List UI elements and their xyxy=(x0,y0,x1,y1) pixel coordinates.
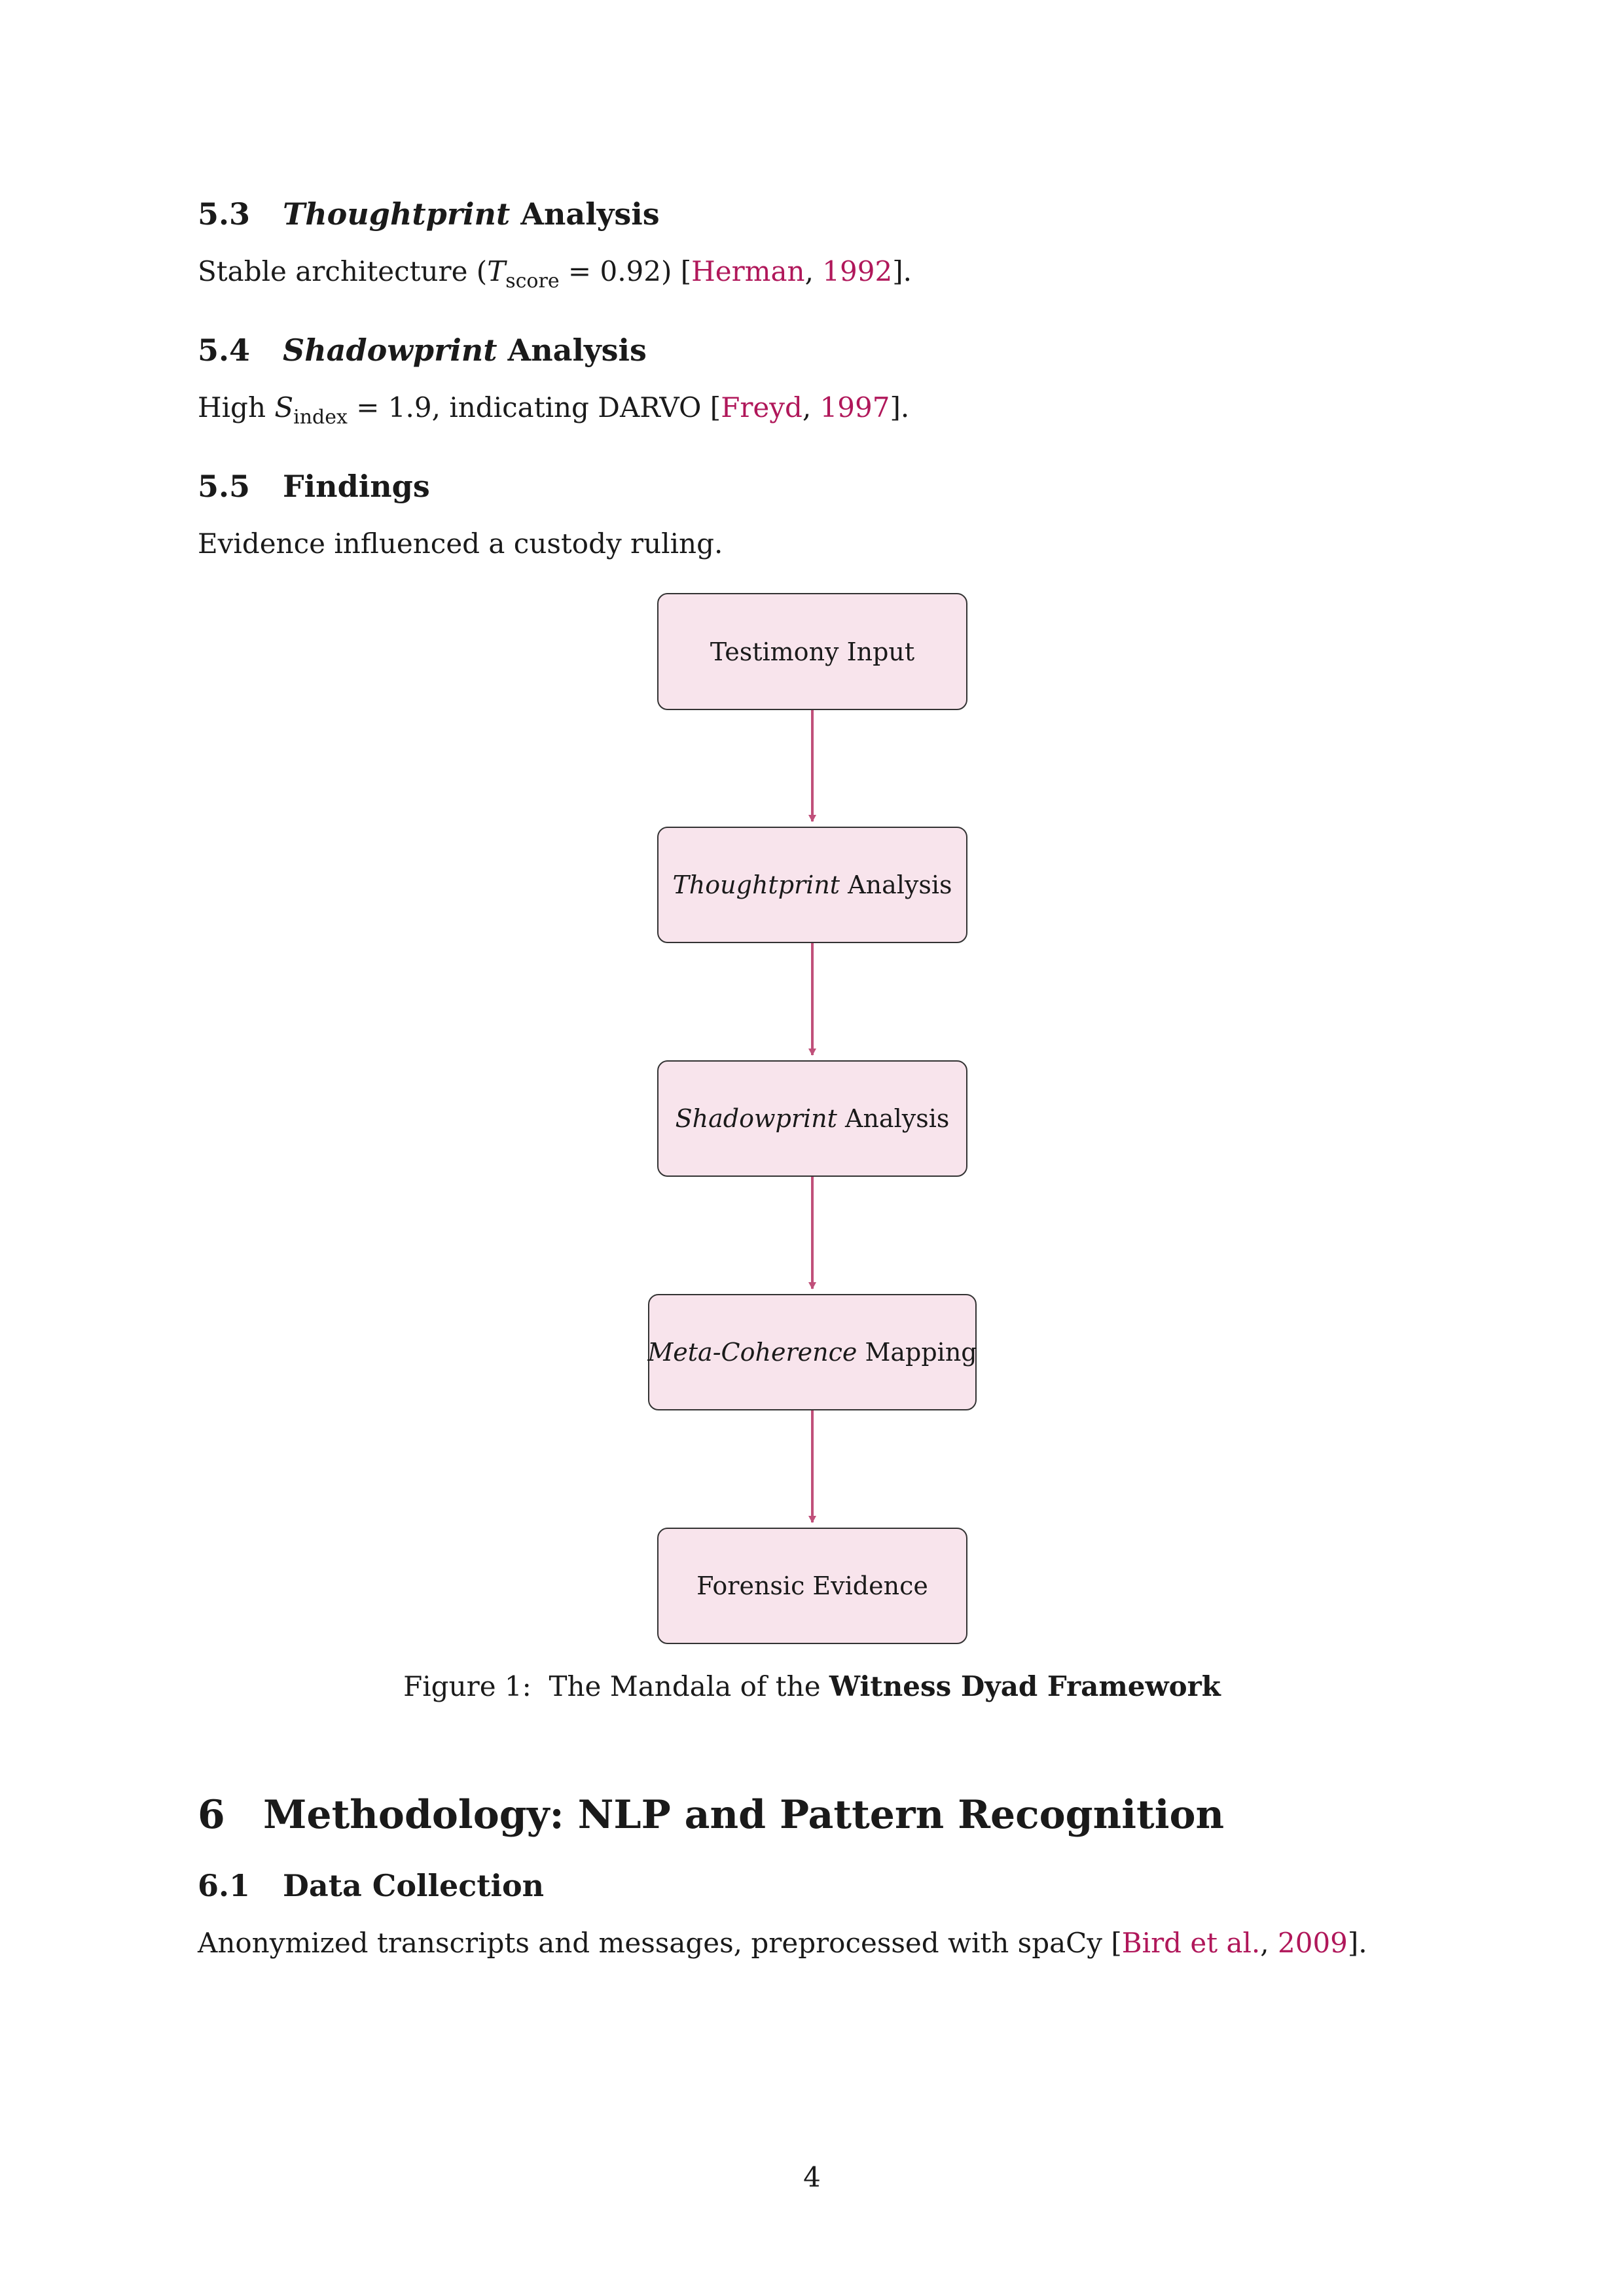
text: ]. xyxy=(890,391,910,423)
text: , xyxy=(1260,1927,1278,1959)
caption-text: Figure 1: The Mandala of the xyxy=(403,1670,829,1702)
page-number: 4 xyxy=(803,2161,821,2193)
flow-box-testimony-input xyxy=(657,593,967,710)
section-title-italic: Thoughtprint xyxy=(283,196,511,232)
section-number: 5.5 xyxy=(198,469,251,504)
section-number: 6.1 xyxy=(198,1868,251,1903)
text: , xyxy=(804,255,823,287)
math-sub: index xyxy=(293,406,348,429)
box-label: Analysis xyxy=(840,870,952,899)
citation-year-link[interactable]: 1992 xyxy=(822,255,893,287)
box-label-italic: Meta-Coherence xyxy=(647,1338,857,1367)
caption-bold: Witness Dyad Framework xyxy=(829,1670,1221,1702)
text: High xyxy=(198,391,275,423)
section-title-italic: Shadowprint xyxy=(283,332,497,368)
paragraph: Evidence influenced a custody ruling. xyxy=(198,528,723,560)
flow-box-meta-coherence-mapping xyxy=(648,1294,977,1410)
section-title-rest: Analysis xyxy=(507,332,647,368)
section-number: 6 xyxy=(198,1792,225,1838)
section-title: Findings xyxy=(283,469,430,504)
box-label: Forensic Evidence xyxy=(696,1571,928,1600)
flow-box-shadowprint-analysis xyxy=(657,1060,967,1177)
citation-link[interactable]: Freyd xyxy=(721,391,803,423)
figure-caption xyxy=(0,1670,1624,1702)
section-title-rest: Analysis xyxy=(520,196,660,232)
section-title: Methodology: NLP and Pattern Recognition xyxy=(263,1792,1225,1838)
paragraph xyxy=(198,1927,1367,1959)
math-sub: score xyxy=(505,270,560,293)
section-title: Data Collection xyxy=(283,1868,545,1903)
text: Stable architecture ( xyxy=(198,255,488,287)
flow-box-thoughtprint-analysis xyxy=(657,827,967,943)
text: = 1.9, indicating DARVO [ xyxy=(347,391,721,423)
flow-box-forensic-evidence xyxy=(657,1528,967,1644)
section-number: 5.4 xyxy=(198,332,251,368)
box-label: Mapping xyxy=(857,1338,977,1367)
citation-link[interactable]: Bird et al. xyxy=(1121,1927,1261,1959)
citation-year-link[interactable]: 2009 xyxy=(1278,1927,1348,1959)
citation-link[interactable]: Herman xyxy=(691,255,805,287)
text: Anonymized transcripts and messages, preprocessed with spaCy [ xyxy=(198,1927,1122,1959)
citation-year-link[interactable]: 1997 xyxy=(820,391,890,423)
text: = 0.92) [ xyxy=(559,255,692,287)
box-label: Testimony Input xyxy=(710,637,915,666)
text: ]. xyxy=(1347,1927,1367,1959)
text: , xyxy=(802,391,820,423)
math-var: T xyxy=(487,255,506,287)
box-label-italic: Thoughtprint xyxy=(672,870,840,899)
box-label: Analysis xyxy=(837,1104,950,1133)
box-label-italic: Shadowprint xyxy=(675,1104,837,1133)
text: ]. xyxy=(892,255,912,287)
math-var: S xyxy=(274,391,294,423)
section-number: 5.3 xyxy=(198,196,251,232)
